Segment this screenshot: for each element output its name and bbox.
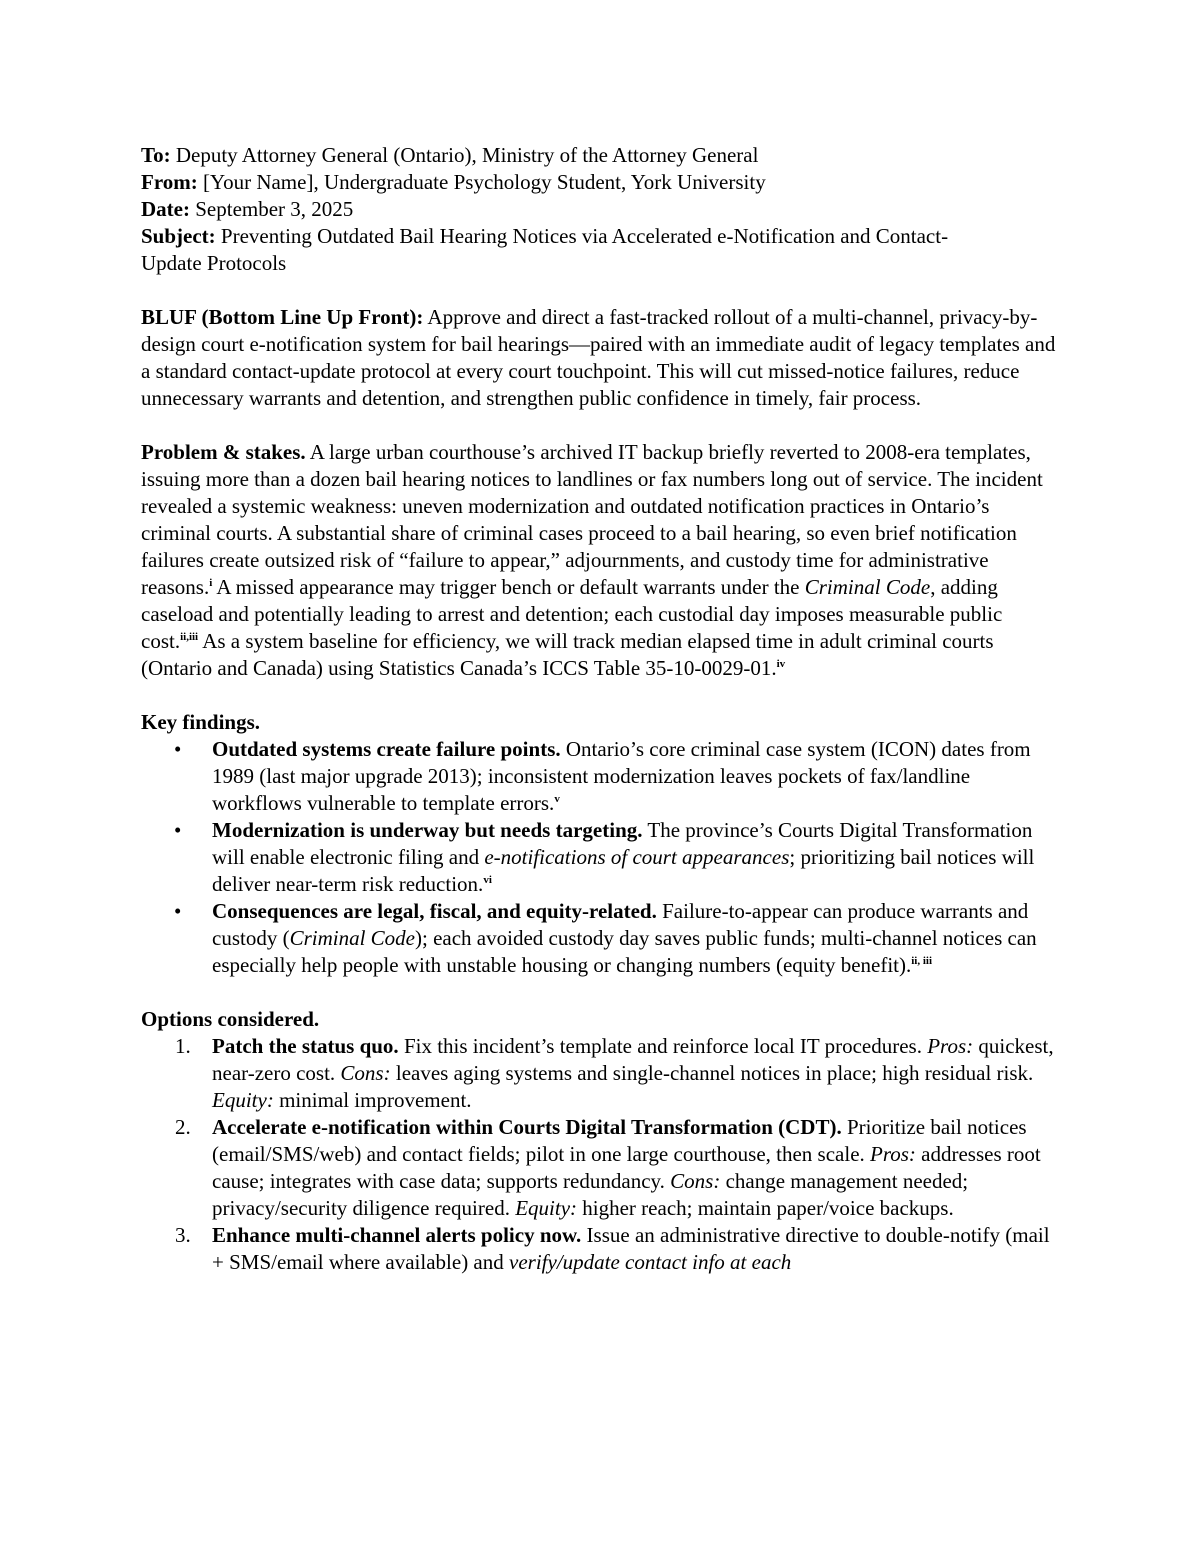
finding-italic: e-notifications of court appearances xyxy=(484,845,790,869)
pros-label: Pros: xyxy=(927,1034,974,1058)
memo-subject-line xyxy=(141,223,971,277)
cons-text: change management needed; privacy/security diligence required. xyxy=(212,1169,969,1220)
problem-paragraph xyxy=(141,439,1061,682)
pros-text: quickest, near-zero cost. xyxy=(212,1034,1054,1085)
memo-from-line xyxy=(141,169,1061,196)
date-value: September 3, 2025 xyxy=(189,197,354,221)
list-item xyxy=(141,817,1061,898)
key-findings-heading-text: Key findings. xyxy=(141,710,261,734)
to-value: Deputy Attorney General (Ontario), Ministry of the Attorney General xyxy=(170,143,759,167)
options-heading-text: Options considered. xyxy=(141,1007,320,1031)
equity-label: Equity: xyxy=(212,1088,274,1112)
option-italic: verify/update contact info at each xyxy=(509,1250,792,1274)
finding-text: The province’s Courts Digital Transformation will enable electronic filing and xyxy=(212,818,1033,869)
key-findings-list xyxy=(141,736,1061,979)
finding-text: ; prioritizing bail notices will deliver near-term risk reduction. xyxy=(212,845,1035,896)
footnote-ref: vi xyxy=(483,874,492,886)
list-item xyxy=(141,898,1061,979)
key-findings-heading xyxy=(141,709,1061,736)
option-text: Prioritize bail notices (email/SMS/web) and contact fields; pilot in one large courthouse, then scale. xyxy=(212,1115,1027,1166)
subject-value: Preventing Outdated Bail Hearing Notices via Accelerated e-Notification and Contact-Update Protocols xyxy=(141,224,949,275)
option-number: 3. xyxy=(175,1223,191,1247)
pros-text: addresses root cause; integrates with case data; supports redundancy. xyxy=(212,1142,1041,1193)
bullet-icon: • xyxy=(174,818,182,842)
footnote-ref: ii, iii xyxy=(911,955,933,967)
footnote-ref: i xyxy=(209,577,213,589)
option-text: Issue an administrative directive to double-notify (mail + SMS/email where available) and xyxy=(212,1223,1050,1274)
bullet-icon: • xyxy=(174,899,182,923)
option-title: Accelerate e-notification within Courts Digital Transformation (CDT). xyxy=(212,1115,842,1139)
finding-title: Modernization is underway but needs targeting. xyxy=(212,818,643,842)
option-number: 2. xyxy=(175,1115,191,1139)
to-label: To: xyxy=(141,143,171,167)
pros-label: Pros: xyxy=(870,1142,916,1166)
finding-text: Failure-to-appear can produce warrants and custody ( xyxy=(212,899,1029,950)
list-item xyxy=(141,1033,1061,1114)
date-label: Date: xyxy=(141,197,190,221)
finding-text: ); each avoided custody day saves public funds; multi-channel notices can especially help people with unstable housing or changing numbers (equity benefit). xyxy=(212,926,1037,977)
option-title: Enhance multi-channel alerts policy now. xyxy=(212,1223,582,1247)
finding-title: Consequences are legal, fiscal, and equity-related. xyxy=(212,899,657,923)
memo-to-line xyxy=(141,142,1061,169)
finding-italic: Criminal Code xyxy=(289,926,416,950)
footnote-ref: ii,iii xyxy=(180,631,199,643)
options-heading xyxy=(141,1006,1061,1033)
footnote-ref: iv xyxy=(776,658,786,670)
option-number: 1. xyxy=(175,1034,191,1058)
equity-label: Equity: xyxy=(515,1196,578,1220)
cons-text: leaves aging systems and single-channel notices in place; high residual risk. xyxy=(390,1061,1034,1085)
from-label: From: xyxy=(141,170,198,194)
finding-text: Ontario’s core criminal case system (ICON) dates from 1989 (last major upgrade 2013); inconsistent modernization leaves pockets of fax/landline workflows vulnerable to template errors. xyxy=(212,737,1031,815)
problem-italic-criminal-code: Criminal Code xyxy=(804,575,931,599)
list-item xyxy=(141,1222,1061,1276)
problem-text-4: As a system baseline for efficiency, we will track median elapsed time in adult criminal courts (Ontario and Canada) using Statistics Canada’s ICCS Table 35-10-0029-01. xyxy=(141,629,994,680)
memo-date-line xyxy=(141,196,1061,223)
list-item xyxy=(141,1114,1061,1222)
option-title: Patch the status quo. xyxy=(212,1034,399,1058)
problem-text-3: , adding caseload and potentially leading to arrest and detention; each custodial day imposes measurable public cost. xyxy=(141,575,1003,653)
problem-text-2: A missed appearance may trigger bench or default warrants under the xyxy=(212,575,805,599)
bullet-icon: • xyxy=(174,737,182,761)
bluf-text: Approve and direct a fast-tracked rollout of a multi-channel, privacy-by-design court e-notification system for bail hearings—paired with an immediate audit of legacy templates and a standard contact-update protocol at every court touchpoint. This will cut missed-notice failures, reduce unnecessary warrants and detention, and strengthen public confidence in timely, fair process. xyxy=(141,305,1056,410)
list-item xyxy=(141,736,1061,817)
cons-label: Cons: xyxy=(670,1169,721,1193)
subject-label: Subject: xyxy=(141,224,216,248)
memo-page xyxy=(141,142,1061,1276)
footnote-ref: v xyxy=(554,793,560,805)
options-list xyxy=(141,1033,1061,1276)
bluf-label: BLUF (Bottom Line Up Front): xyxy=(141,305,424,329)
cons-label: Cons: xyxy=(340,1061,391,1085)
equity-text: minimal improvement. xyxy=(273,1088,472,1112)
problem-text-1: A large urban courthouse’s archived IT backup briefly reverted to 2008-era templates, issuing more than a dozen bail hearing notices to landlines or fax numbers long out of service. The incident revealed a systemic weakness: uneven modernization and outdated notification practices in Ontario’s criminal courts. A substantial share of criminal cases proceed to a bail hearing, so even brief notification failures create outsized risk of “failure to appear,” adjournments, and custody time for administrative reasons. xyxy=(141,440,1043,599)
option-text: Fix this incident’s template and reinforce local IT procedures. xyxy=(398,1034,922,1058)
bluf-paragraph xyxy=(141,304,1061,412)
equity-text: higher reach; maintain paper/voice backups. xyxy=(577,1196,954,1220)
problem-label: Problem & stakes. xyxy=(141,440,306,464)
finding-title: Outdated systems create failure points. xyxy=(212,737,561,761)
from-value: [Your Name], Undergraduate Psychology Student, York University xyxy=(197,170,766,194)
